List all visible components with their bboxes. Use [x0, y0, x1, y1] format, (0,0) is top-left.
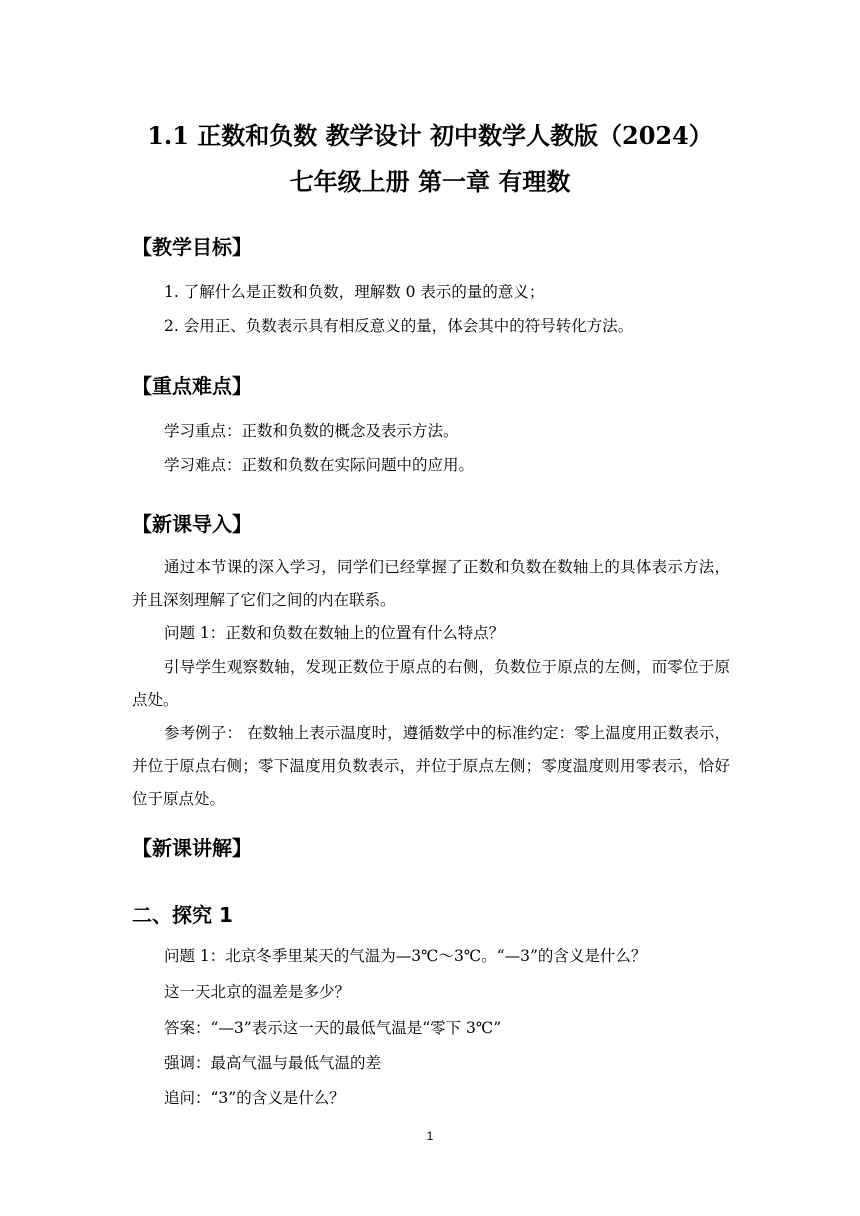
explore-line-1: 问题 1：北京冬季里某天的气温为—3℃～3℃。“—3”的含义是什么？ [164, 947, 647, 965]
explore-heading: 二、探究 1 [132, 903, 233, 927]
key-point-difficulty: 学习难点：正数和负数在实际问题中的应用。 [164, 456, 475, 474]
lecture-heading: 【新课讲解】 [132, 836, 252, 860]
key-point-focus: 学习重点：正数和负数的概念及表示方法。 [164, 422, 459, 440]
intro-paragraph-1: 通过本节课的深入学习，同学们已经掌握了正数和负数在数轴上的具体表示方法，并且深刻理解了它们之间的内在联系。 [132, 558, 730, 609]
objective-item-2: 2. 会用正、负数表示具有相反意义的量，体会其中的符号转化方法。 [164, 317, 634, 335]
objectives-heading: 【教学目标】 [132, 235, 252, 259]
document-title-line2: 七年级上册 第一章 有理数 [289, 167, 571, 196]
document-title-line1: 1.1 正数和负数 教学设计 初中数学人教版（2024） [147, 121, 713, 150]
explore-line-5: 追问：“3”的含义是什么？ [164, 1089, 345, 1107]
explore-line-3: 答案：“—3”表示这一天的最低气温是“零下 3℃” [164, 1019, 502, 1037]
page-number: 1 [426, 1129, 434, 1143]
key-points-heading: 【重点难点】 [132, 374, 252, 398]
intro-question-1: 问题 1：正数和负数在数轴上的位置有什么特点？ [164, 624, 505, 642]
intro-paragraph-example: 参考例子： 在数轴上表示温度时，遵循数学中的标准约定：零上温度用正数表示，并位于原点右侧；零下温度用负数表示，并位于原点左侧；零度温度则用零表示，恰好位于原点处。 [132, 724, 730, 808]
intro-heading: 【新课导入】 [132, 512, 252, 536]
explore-line-2: 这一天北京的温差是多少？ [164, 983, 351, 1001]
intro-paragraph-guide: 引导学生观察数轴，发现正数位于原点的右侧，负数位于原点的左侧，而零位于原点处。 [132, 658, 730, 709]
explore-line-4: 强调：最高气温与最低气温的差 [164, 1054, 382, 1072]
objective-item-1: 1. 了解什么是正数和负数，理解数 0 表示的量的意义； [164, 283, 545, 301]
